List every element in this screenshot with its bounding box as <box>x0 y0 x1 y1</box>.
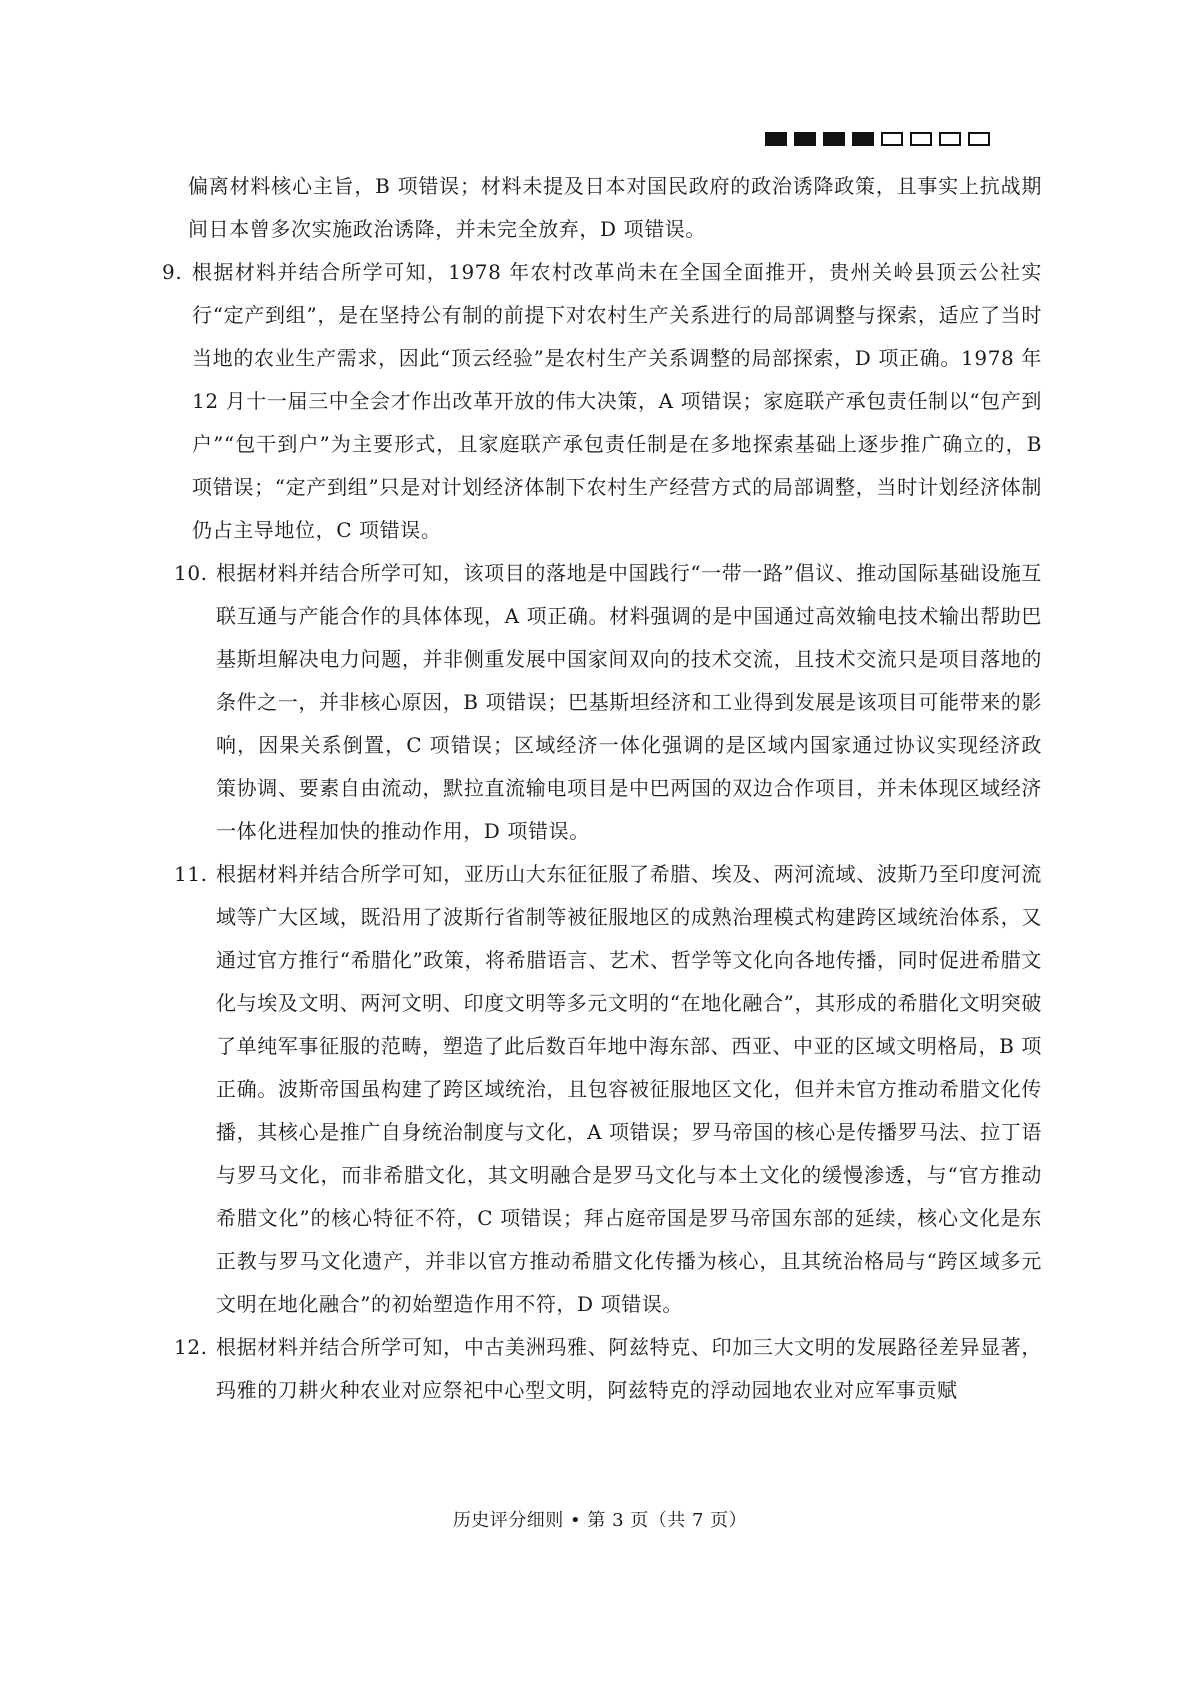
item-number: 9. <box>162 260 183 284</box>
item-number: 11. <box>174 862 208 886</box>
answer-item-9 <box>162 251 1042 552</box>
page-footer: 历史评分细则 • 第 3 页（共 7 页） <box>452 1510 748 1531</box>
indicator-square <box>939 132 961 146</box>
answer-item-12 <box>174 1326 1042 1412</box>
page-progress-indicator <box>765 132 990 146</box>
item-text: 根据材料并结合所学可知，1978 年农村改革尚未在全国全面推开，贵州关岭县顶云公社实行“定产到组”，是在坚持公有制的前提下对农村生产关系进行的局部调整与探索，适应了当时当地的农业生产需求，因此“顶云经验”是农村生产关系调整的局部探索，D 项正确。1978 年 12 月十一届三中全会才作出改革开放的伟大决策，A 项错误；家庭联产承包责任制以“包产到户”“包干到户”为主要形式，且家庭联产承包责任制是在多地探索基础上逐步推广确立的，B 项错误；“定产到组”只是对计划经济体制下农村生产经营方式的局部调整，当时计划经济体制仍占主导地位，C 项错误。 <box>192 260 1042 542</box>
answer-item-11 <box>174 853 1042 1326</box>
continuation-paragraph: 偏离材料核心主旨，B 项错误；材料未提及日本对国民政府的政治诱降政策，且事实上抗战期间日本曾多次实施政治诱降，并未完全放弃，D 项错误。 <box>188 174 1042 241</box>
item-number: 10. <box>174 561 208 585</box>
indicator-square <box>910 132 932 146</box>
indicator-square <box>823 132 845 146</box>
item-number: 12. <box>174 1335 208 1359</box>
indicator-square <box>852 132 874 146</box>
indicator-square <box>765 132 787 146</box>
item-text: 根据材料并结合所学可知，中古美洲玛雅、阿兹特克、印加三大文明的发展路径差异显著，玛雅的刀耕火种农业对应祭祀中心型文明，阿兹特克的浮动园地农业对应军事贡赋 <box>216 1335 1042 1402</box>
indicator-square <box>968 132 990 146</box>
indicator-square <box>881 132 903 146</box>
item-text: 根据材料并结合所学可知，该项目的落地是中国践行“一带一路”倡议、推动国际基础设施互联互通与产能合作的具体体现，A 项正确。材料强调的是中国通过高效输电技术输出帮助巴基斯坦解决电力问题，并非侧重发展中国家间双向的技术交流，且技术交流只是项目落地的条件之一，并非核心原因，B 项错误；巴基斯坦经济和工业得到发展是该项目可能带来的影响，因果关系倒置，C 项错误；区域经济一体化强调的是区域内国家通过协议实现经济政策协调、要素自由流动，默拉直流输电项目是中巴两国的双边合作项目，并未体现区域经济一体化进程加快的推动作用，D 项错误。 <box>216 561 1042 843</box>
indicator-square <box>794 132 816 146</box>
answer-content <box>162 165 1042 1412</box>
answer-item-10 <box>174 552 1042 853</box>
item-text: 根据材料并结合所学可知，亚历山大东征征服了希腊、埃及、两河流域、波斯乃至印度河流域等广大区域，既沿用了波斯行省制等被征服地区的成熟治理模式构建跨区域统治体系，又通过官方推行“希腊化”政策，将希腊语言、艺术、哲学等文化向各地传播，同时促进希腊文化与埃及文明、两河文明、印度文明等多元文明的“在地化融合”，其形成的希腊化文明突破了单纯军事征服的范畴，塑造了此后数百年地中海东部、西亚、中亚的区域文明格局，B 项正确。波斯帝国虽构建了跨区域统治，且包容被征服地区文化，但并未官方推动希腊文化传播，其核心是推广自身统治制度与文化，A 项错误；罗马帝国的核心是传播罗马法、拉丁语与罗马文化，而非希腊文化，其文明融合是罗马文化与本土文化的缓慢渗透，与“官方推动希腊文化”的核心特征不符，C 项错误；拜占庭帝国是罗马帝国东部的延续，核心文化是东正教与罗马文化遗产，并非以官方推动希腊文化传播为核心，且其统治格局与“跨区域多元文明在地化融合”的初始塑造作用不符，D 项错误。 <box>216 862 1042 1316</box>
